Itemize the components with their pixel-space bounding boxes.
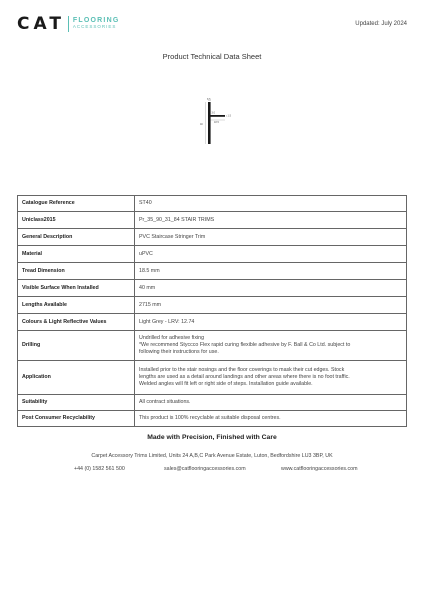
spec-value: This product is 100% recyclable at suitable disposal centres. bbox=[135, 411, 407, 427]
spec-key: Post Consumer Recyclability bbox=[18, 411, 135, 427]
spec-value-line: Undrilled for adhesive fixing bbox=[139, 335, 205, 341]
spec-value: Pr_35_90_31_84 STAIR TRIMS bbox=[135, 212, 407, 229]
company-logo bbox=[17, 14, 119, 34]
spec-key: Lengths Available bbox=[18, 297, 135, 314]
spec-row-catalogue-reference bbox=[18, 196, 407, 212]
spec-value-line: lengths are used as a detail around landings and other areas where there is no foot traffic. bbox=[139, 374, 350, 380]
logo-tagline bbox=[73, 18, 120, 30]
spec-value-line: *We recommend Styccco Flex rapid curing flexible adhesive by F. Ball & Co Ltd. subject to bbox=[139, 342, 351, 348]
spec-key: Colours & Light Reflective Values bbox=[18, 314, 135, 331]
footer-heading: Made with Precision, Finished with Care bbox=[147, 434, 277, 441]
spec-key: Material bbox=[18, 246, 135, 263]
footer-email[interactable]: sales@catflooringaccessories.com bbox=[164, 466, 246, 472]
spec-value: PVC Staircase Stringer Trim bbox=[135, 229, 407, 246]
spec-row-colours bbox=[18, 314, 407, 331]
logo-divider bbox=[68, 16, 69, 32]
spec-key: Application bbox=[18, 361, 135, 395]
logo-tagline-line1: FLOORING bbox=[72, 17, 120, 24]
dimension-label-top: 8.5 bbox=[207, 98, 211, 101]
spec-value: Light Grey - LRV: 12.74 bbox=[135, 314, 407, 331]
spec-value: 40 mm bbox=[135, 280, 407, 297]
spec-row-visible-surface bbox=[18, 280, 407, 297]
spec-key: Drilling bbox=[18, 331, 135, 361]
spec-row-application bbox=[18, 361, 407, 395]
spec-value: uPVC bbox=[135, 246, 407, 263]
spec-row-suitability bbox=[18, 395, 407, 411]
spec-value-line: following their instructions for use. bbox=[139, 349, 219, 355]
dimension-label-left: 40 bbox=[200, 123, 203, 126]
profile-vertical-leg bbox=[208, 102, 211, 144]
dimension-label-bottom: 18.5 bbox=[214, 121, 219, 124]
spec-row-general-description bbox=[18, 229, 407, 246]
spec-row-tread-dimension bbox=[18, 263, 407, 280]
footer-website[interactable]: www.catflooringaccessories.com bbox=[281, 466, 358, 472]
footer-phone: +44 (0) 1582 561 500 bbox=[74, 466, 125, 472]
logo-tagline-line2: ACCESSORIES bbox=[72, 24, 117, 29]
spec-row-recyclability bbox=[18, 411, 407, 427]
profile-drawing bbox=[196, 98, 236, 148]
dimension-label-right: 1.5 bbox=[227, 114, 231, 118]
spec-value: 18.5 mm bbox=[135, 263, 407, 280]
spec-row-material bbox=[18, 246, 407, 263]
page-header bbox=[0, 0, 424, 60]
spec-key: General Description bbox=[18, 229, 135, 246]
spec-value-line: Welded angles will fit left or right side of steps. Installation guide available. bbox=[139, 381, 313, 387]
spec-key: Catalogue Reference bbox=[18, 196, 135, 212]
logo-wordmark: CAT bbox=[17, 14, 65, 34]
spec-value: 2715 mm bbox=[135, 297, 407, 314]
spec-value bbox=[135, 361, 407, 395]
spec-key: Visible Surface When Installed bbox=[18, 280, 135, 297]
spec-row-uniclass bbox=[18, 212, 407, 229]
spec-key: Suitability bbox=[18, 395, 135, 411]
page-title: Product Technical Data Sheet bbox=[162, 52, 262, 61]
spec-row-drilling bbox=[18, 331, 407, 361]
spec-row-lengths-available bbox=[18, 297, 407, 314]
updated-date: Updated: July 2024 bbox=[355, 21, 407, 27]
spec-value bbox=[135, 331, 407, 361]
spec-value: All contract situations. bbox=[135, 395, 407, 411]
spec-value: ST40 bbox=[135, 196, 407, 212]
spec-key: Tread Dimension bbox=[18, 263, 135, 280]
spec-table bbox=[17, 195, 407, 427]
dimension-label-mid: 3.0 bbox=[211, 111, 215, 115]
spec-value-line: Installed prior to the stair nosings and the floor coverings to mask their cut edges. Stock bbox=[139, 367, 345, 373]
spec-key: Uniclass2015 bbox=[18, 212, 135, 229]
profile-top-flange bbox=[208, 115, 225, 117]
footer-address: Carpet Accessory Trims Limited, Units 24 A,B,C Park Avenue Estate, Luton, Bedfordshire LU3 3BP, UK bbox=[91, 453, 333, 459]
